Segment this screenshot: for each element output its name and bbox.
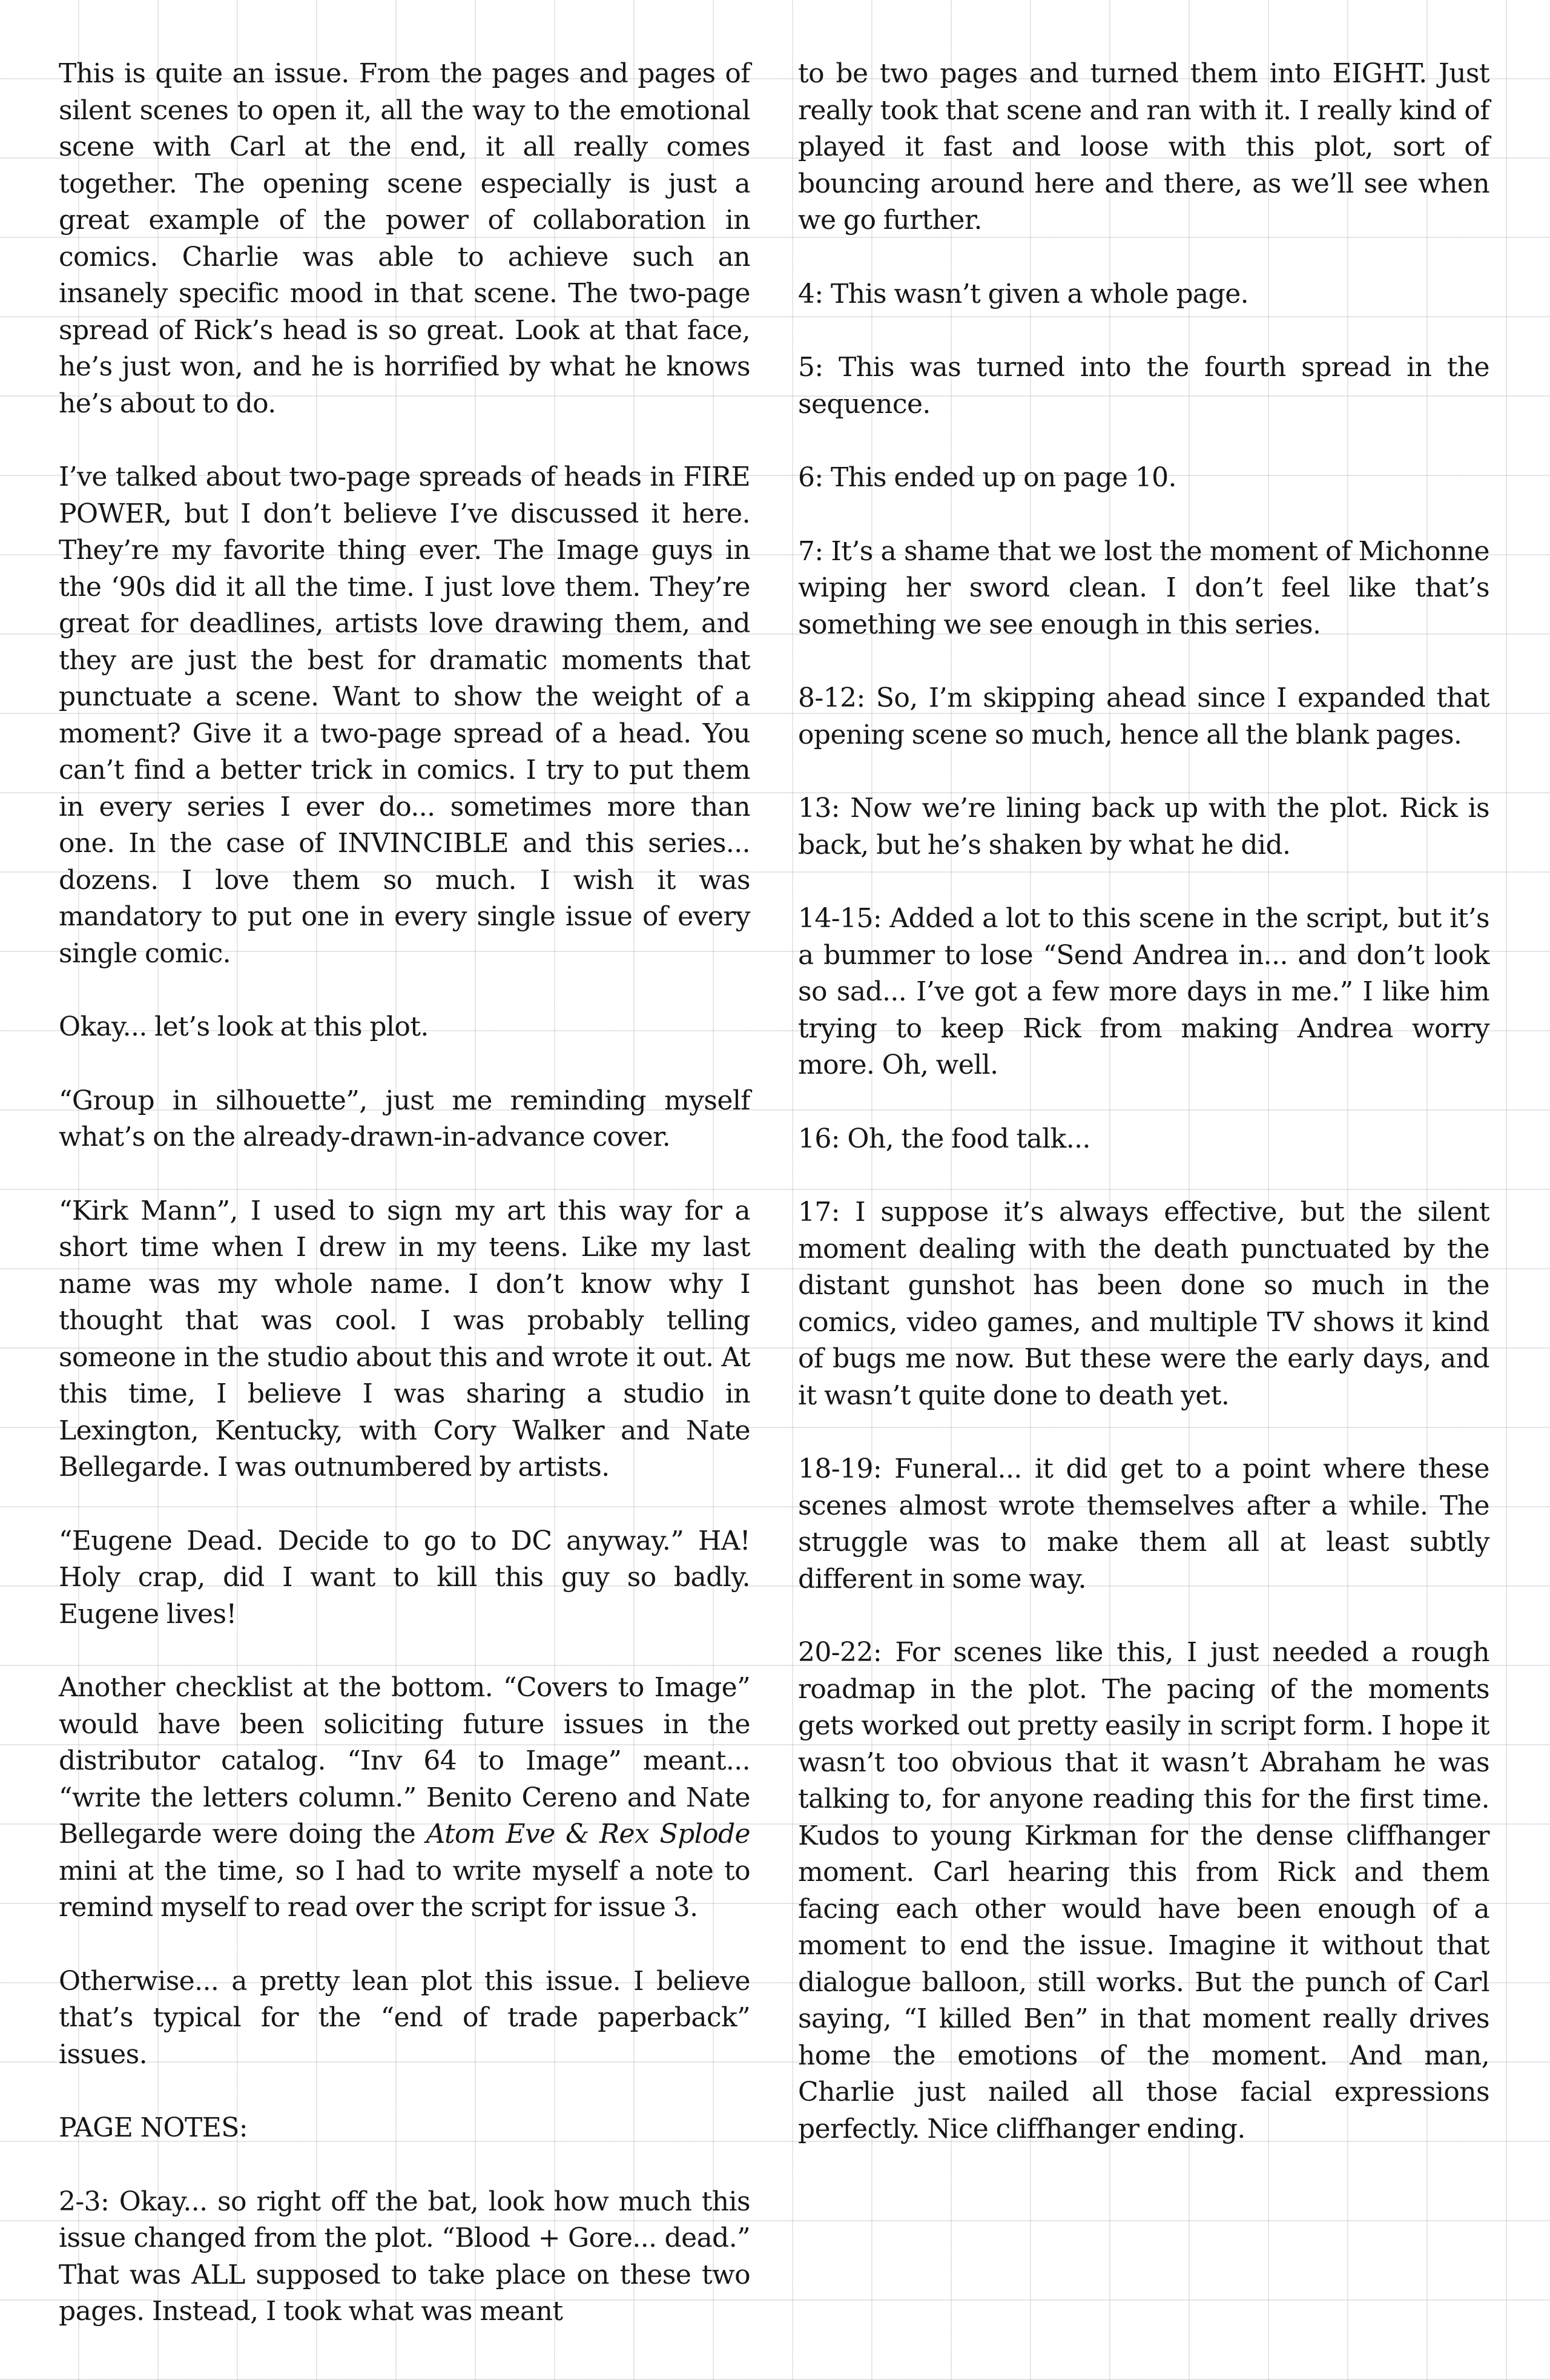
checklist-paragraph xyxy=(59,1670,750,1926)
kirk-mann-paragraph: “Kirk Mann”, I used to sign my art this way for a short time when I drew in my teens. Like my last name was my whole name. I don’t know why I thought that was cool. I was probably telling someone in the studio about this and wrote it out. At this time, I believe I was sharing a studio in Lexington, Kentucky, with Cory Walker and Nate Bellegarde. I was outnumbered by artists. xyxy=(59,1195,750,1483)
page-notes-heading: PAGE NOTES: xyxy=(59,2112,248,2143)
checklist-text-after: mini at the time, so I had to write myself a note to remind myself to read over the script for issue 3. xyxy=(59,1855,750,1923)
note-5: 5: This was turned into the fourth spread in the sequence. xyxy=(798,352,1489,420)
eugene-paragraph: “Eugene Dead. Decide to go to DC anyway.” HA! Holy crap, did I want to kill this guy so badly. Eugene lives! xyxy=(59,1525,750,1630)
left-column xyxy=(59,56,750,2380)
note-17: 17: I suppose it’s always effective, but the silent moment dealing with the death punctuated by the distant gunshot has been done so much in the comics, video games, and multiple TV shows it kind of bugs me now. But these were the early days, and it wasn’t quite done to death yet. xyxy=(798,1197,1489,1411)
note-6: 6: This ended up on page 10. xyxy=(798,462,1176,493)
note-4: 4: This wasn’t given a whole page. xyxy=(798,278,1249,309)
note-14-15: 14-15: Added a lot to this scene in the script, but it’s a bummer to lose “Send Andrea in... and don’t look so sad... I’ve got a few more days in me.” I like him trying to keep Rick from making Andrea worry more. Oh, well. xyxy=(798,903,1489,1080)
note-13: 13: Now we’re lining back up with the plot. Rick is back, but he’s shaken by what he did. xyxy=(798,793,1489,861)
okay-paragraph: Okay... let’s look at this plot. xyxy=(59,1011,429,1042)
note-2-3-continued: to be two pages and turned them into EIGHT. Just really took that scene and ran with it. I really kind of played it fast and loose with this plot, sort of bouncing around here and there, as we’ll see when we go further. xyxy=(798,58,1489,236)
note-8-12: 8-12: So, I’m skipping ahead since I expanded that opening scene so much, hence all the blank pages. xyxy=(798,683,1489,750)
atom-eve-title: Atom Eve & Rex Splode xyxy=(426,1819,750,1849)
note-2-3-paragraph: 2-3: Okay... so right off the bat, look how much this issue changed from the plot. “Blood + Gore... dead.” That was ALL supposed to take place on these two pages. Instead, I took what was meant xyxy=(59,2186,750,2327)
note-16: 16: Oh, the food talk... xyxy=(798,1123,1090,1154)
otherwise-paragraph: Otherwise... a pretty lean plot this issue. I believe that’s typical for the “end of trade paperback” issues. xyxy=(59,1965,750,2070)
note-18-19: 18-19: Funeral... it did get to a point where these scenes almost wrote themselves after a while. The struggle was to make them all at least subtly different in some way. xyxy=(798,1453,1489,1595)
note-7: 7: It’s a shame that we lost the moment of Michonne wiping her sword clean. I don’t feel like that’s something we see enough in this series. xyxy=(798,535,1489,640)
intro-paragraph: This is quite an issue. From the pages and pages of silent scenes to open it, all the way to the emotional scene with Carl at the end, it all really comes together. The opening scene especially is just a great example of the power of collaboration in comics. Charlie was able to achieve such an insanely specific mood in that scene. The two-page spread of Rick’s head is so great. Look at that face, he’s just won, and he is horrified by what he knows he’s about to do. xyxy=(59,58,750,419)
right-column xyxy=(798,56,1489,2380)
silhouette-paragraph: “Group in silhouette”, just me reminding myself what’s on the already-drawn-in-advance cover. xyxy=(59,1085,750,1152)
note-20-22: 20-22: For scenes like this, I just needed a rough roadmap in the plot. The pacing of the moments gets worked out pretty easily in script form. I hope it wasn’t too obvious that it wasn’t Abraham he was talking to, for anyone reading this for the first time. Kudos to young Kirkman for the dense cliffhanger moment. Carl hearing this from Rick and them facing each other would have been enough of a moment to end the issue. Imagine it without that dialogue balloon, still works. But the punch of Carl saying, “I killed Ben” in that moment really drives home the emotions of the moment. And man, Charlie just nailed all those facial expressions perfectly. Nice cliffhanger ending. xyxy=(798,1637,1489,2144)
spreads-paragraph: I’ve talked about two-page spreads of heads in FIRE POWER, but I don’t believe I’ve discussed it here. They’re my favorite thing ever. The Image guys in the ‘90s did it all the time. I just love them. They’re great for deadlines, artists love drawing them, and they are just the best for dramatic moments that punctuate a scene. Want to show the weight of a moment? Give it a two-page spread of a head. You can’t find a better trick in comics. I try to put them in every series I ever do... sometimes more than one. In the case of INVINCIBLE and this series... dozens. I love them so much. I wish it was mandatory to put one in every single issue of every single comic. xyxy=(59,461,750,969)
checklist-text-before: Another checklist at the bottom. “Covers to Image” would have been soliciting future issues in the distributor catalog. “Inv 64 to Image” meant... “write the letters column.” Benito Cereno and Nate Bellegarde were doing the xyxy=(59,1672,750,1849)
